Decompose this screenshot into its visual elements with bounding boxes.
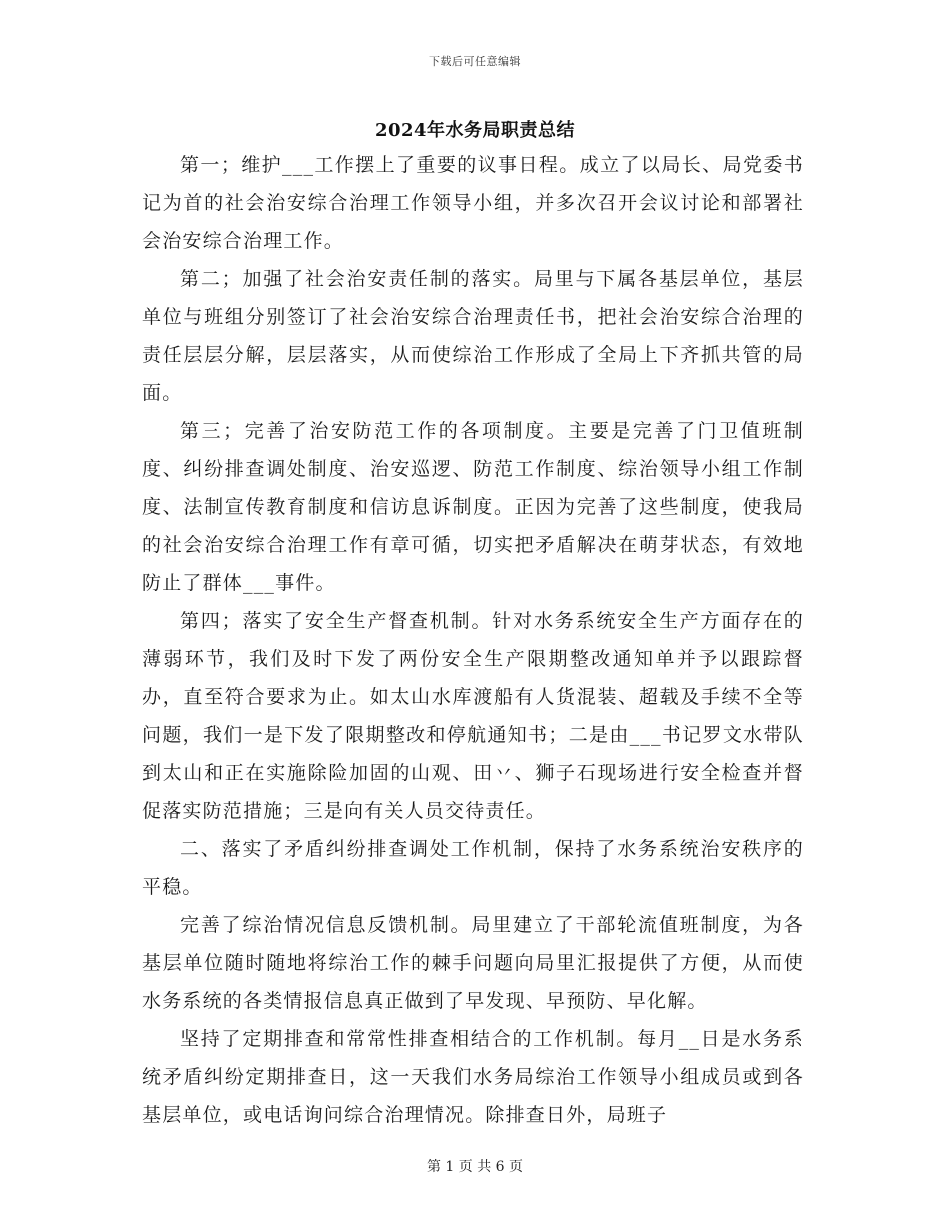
paragraph-4: 第四；落实了安全生产督查机制。针对水务系统安全生产方面存在的薄弱环节，我们及时下发了两份安全生产限期整改通知单并予以跟踪督办，直至符合要求为止。如太山水库渡船有人货混装、超载及手续不全等问题，我们一是下发了限期整改和停航通知书；二是由___书记罗文水带队到太山和正在实施除险加固的山观、田丷、狮子石现场进行安全检查并督促落实防范措施；三是向有关人员交待责任。 bbox=[142, 610, 804, 822]
paragraph-6: 完善了综治情况信息反馈机制。局里建立了干部轮流值班制度，为各基层单位随时随地将综治工作的棘手问题向局里汇报提供了方便，从而使水务系统的各类情报信息真正做到了早发现、早预防、早化解。 bbox=[142, 914, 804, 1012]
page-header-note: 下载后可任意编辑 bbox=[429, 55, 521, 68]
paragraph-5: 二、落实了矛盾纠纷排查调处工作机制，保持了水务系统治安秩序的平稳。 bbox=[142, 838, 804, 898]
document-title: 2024年水务局职责总结 bbox=[374, 120, 576, 141]
paragraph-3: 第三；完善了治安防范工作的各项制度。主要是完善了门卫值班制度、纠纷排查调处制度、治安巡逻、防范工作制度、综治领导小组工作制度、法制宣传教育制度和信访息诉制度。正因为完善了这些制度，使我局的社会治安综合治理工作有章可循，切实把矛盾解决在萌芽状态，有效地防止了群体___事件。 bbox=[142, 420, 804, 594]
paragraph-7: 坚持了定期排查和常常性排查相结合的工作机制。每月__日是水务系统矛盾纠纷定期排查日，这一天我们水务局综治工作领导小组成员或到各基层单位，或电话询问综合治理情况。除排查日外，局班子 bbox=[142, 1028, 804, 1126]
page-number: 第 1 页 共 6 页 bbox=[426, 1159, 524, 1175]
document-body bbox=[142, 146, 804, 1134]
paragraph-2: 第二；加强了社会治安责任制的落实。局里与下属各基层单位，基层单位与班组分别签订了社会治安综合治理责任书，把社会治安综合治理的责任层层分解，层层落实，从而使综治工作形成了全局上下齐抓共管的局面。 bbox=[142, 268, 804, 404]
paragraph-1: 第一；维护___工作摆上了重要的议事日程。成立了以局长、局党委书记为首的社会治安综合治理工作领导小组，并多次召开会议讨论和部署社会治安综合治理工作。 bbox=[142, 154, 804, 252]
